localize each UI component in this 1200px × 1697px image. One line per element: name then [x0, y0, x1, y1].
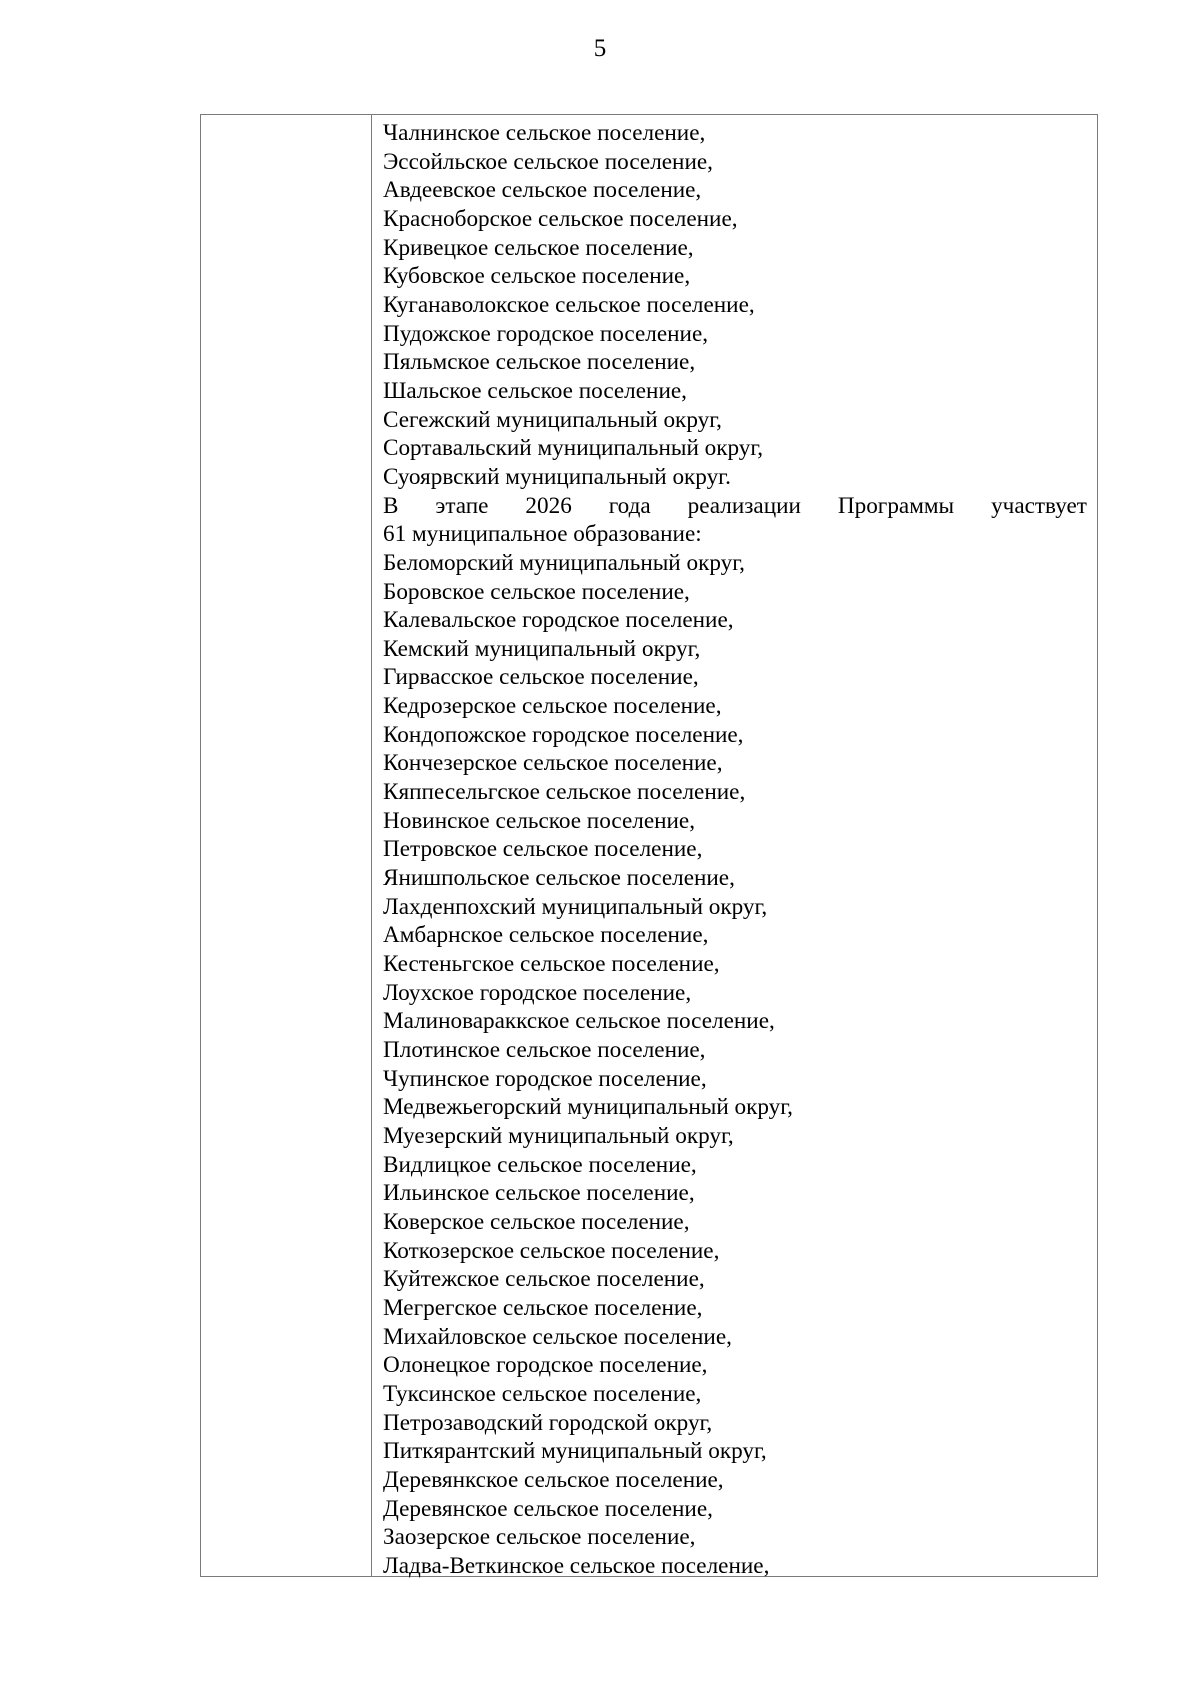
list-item: Кестеньгское сельское поселение,: [383, 951, 720, 978]
list-item: Мегрегское сельское поселение,: [383, 1294, 703, 1321]
list-item: Гирвасское сельское поселение,: [383, 664, 699, 691]
list-item: Куйтежское сельское поселение,: [383, 1266, 705, 1293]
municipality-list-part-1: [383, 119, 1087, 492]
list-item: Калевальское городское поселение,: [383, 607, 734, 634]
list-item: Петровское сельское поселение,: [383, 836, 703, 863]
document-table: [200, 114, 1098, 1577]
list-item: Заозерское сельское поселение,: [383, 1524, 696, 1551]
list-item: Муезерский муниципальный округ,: [383, 1122, 734, 1149]
list-item: Амбарнское сельское поселение,: [383, 922, 709, 949]
list-item: Деревянское сельское поселение,: [383, 1495, 713, 1522]
list-item: Плотинское сельское поселение,: [383, 1037, 706, 1063]
list-item: Боровское сельское поселение,: [383, 578, 690, 605]
list-item: Олонецкое городское поселение,: [383, 1352, 708, 1379]
sentence-word: года: [608, 492, 651, 519]
list-item: Михайловское сельское поселение,: [383, 1323, 732, 1350]
page-number: 5: [593, 35, 607, 62]
list-item: Кондопожское городское поселение,: [383, 721, 744, 748]
list-item: Новинское сельское поселение,: [383, 807, 696, 834]
list-item: Коверское сельское поселение,: [383, 1208, 690, 1235]
list-item: Беломорский муниципальный округ,: [383, 549, 745, 576]
list-item: Чалнинское сельское поселение,: [383, 120, 706, 146]
list-item: Чупинское городское поселение,: [383, 1065, 707, 1092]
stage-2026-sentence: [383, 492, 1087, 521]
list-item: Кемский муниципальный округ,: [383, 635, 701, 662]
list-item: 61 муниципальное образование:: [383, 521, 702, 548]
municipality-list-part-2: [383, 520, 1087, 1580]
list-item: Кедрозерское сельское поселение,: [383, 693, 722, 720]
sentence-word: 2026: [525, 492, 572, 519]
sentence-word: этапе: [435, 492, 489, 519]
table-right-column: [372, 115, 1097, 1579]
sentence-word: Программы: [837, 492, 955, 519]
list-item: Суоярвский муниципальный округ.: [383, 463, 731, 490]
list-item: Туксинское сельское поселение,: [383, 1380, 702, 1407]
list-item: Лоухское городское поселение,: [383, 979, 692, 1006]
list-item: Красноборское сельское поселение,: [383, 205, 738, 232]
list-item: Деревянкское сельское поселение,: [383, 1466, 724, 1493]
list-item: Питкярантский муниципальный округ,: [383, 1438, 767, 1465]
list-item: Лахденпохский муниципальный округ,: [383, 893, 768, 920]
list-item: Видлицкое сельское поселение,: [383, 1151, 697, 1178]
list-item: Сегежский муниципальный округ,: [383, 406, 722, 433]
list-item: Кончезерское сельское поселение,: [383, 750, 723, 777]
list-item: Ильинское сельское поселение,: [383, 1180, 695, 1207]
list-item: Авдеевское сельское поселение,: [383, 177, 702, 204]
sentence-word: В: [383, 492, 399, 519]
list-item: Кривецкое сельское поселение,: [383, 234, 694, 261]
list-item: Янишпольское сельское поселение,: [383, 865, 735, 892]
list-item: Сортавальский муниципальный округ,: [383, 435, 764, 462]
sentence-word: участвует: [991, 492, 1087, 519]
list-item: Шальское сельское поселение,: [383, 377, 687, 404]
list-item: Эссойльское сельское поселение,: [383, 148, 713, 175]
list-item: Малиновараккское сельское поселение,: [383, 1008, 775, 1035]
list-item: Пудожское городское поселение,: [383, 320, 709, 347]
list-item: Пяльмское сельское поселение,: [383, 349, 696, 376]
list-item: Кубовское сельское поселение,: [383, 263, 691, 290]
list-item: Петрозаводский городской округ,: [383, 1409, 713, 1436]
list-item: Ладва-Веткинское сельское поселение,: [383, 1552, 770, 1579]
list-item: Медвежьегорский муниципальный округ,: [383, 1094, 793, 1121]
list-item: Кяппесельгское сельское поселение,: [383, 779, 746, 806]
list-item: Коткозерское сельское поселение,: [383, 1237, 720, 1264]
table-left-column: [201, 115, 372, 1576]
list-item: Куганаволокское сельское поселение,: [383, 291, 755, 318]
sentence-word: реализации: [687, 492, 801, 519]
